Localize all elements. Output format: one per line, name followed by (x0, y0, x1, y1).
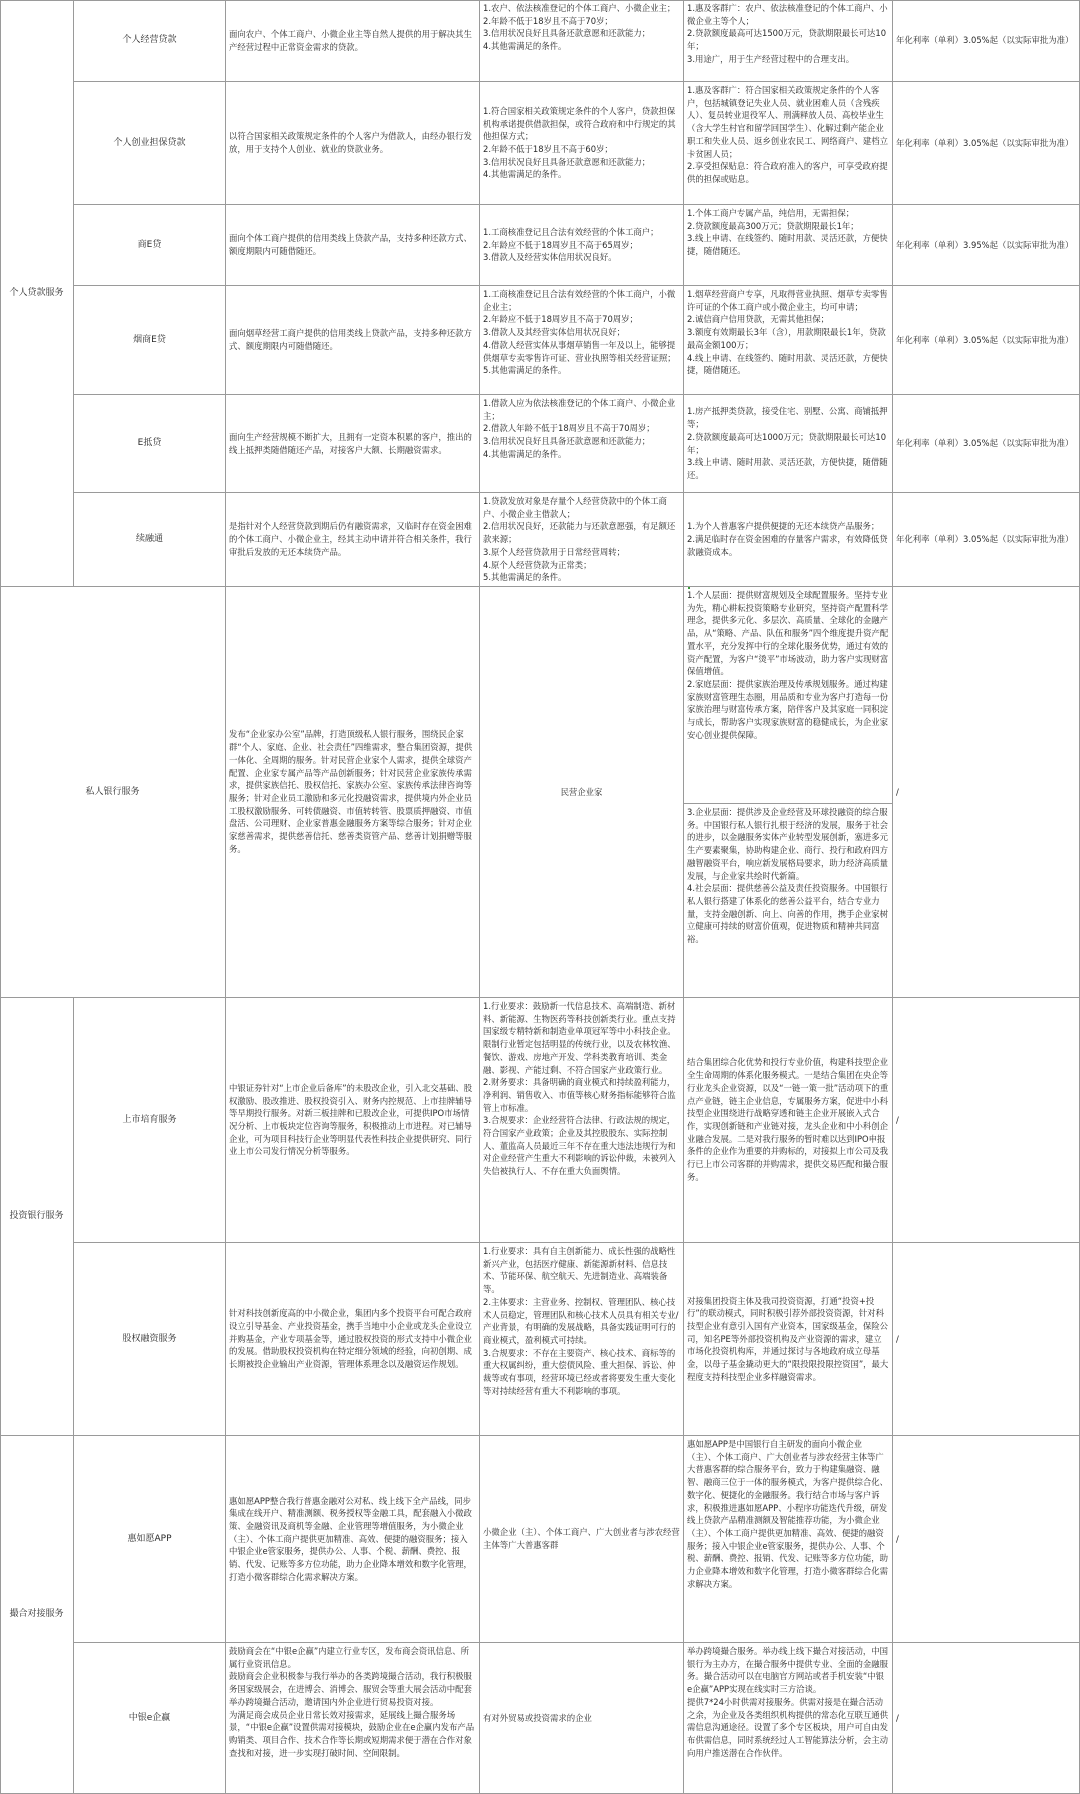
product-description: 面向烟草经营工商户提供的信用类线上贷款产品，支持多种还款方式、额度期限内可随借随还。 (226, 286, 480, 395)
product-description: 中银证券针对“上市企业后备库”的未股改企业，引入北交基础、股权激励、股改推进、股权投资引入、财务内控规范、上市挂牌辅导等早期投行服务。对新三板挂牌和已股改企业，可提供IPO市场情况分析、上市板块定位咨询等服务，积极推动上市进程。对已辅导企业，可为项目科技行企业等明显代表性科技企业提供研究、同行业上市公司发行情况分析等服务。 (226, 998, 480, 1243)
product-features: 1.惠及客群广：符合国家相关政策规定条件的个人客户，包括城镇登记失业人员、就业困难人员（含残疾人）、复员转业退役军人、刑满释放人员、高校毕业生（含大学生村官和留学回国学生）、化解过剩产能企业职工和失业人员、返乡创业农民工、网络商户、建档立卡贫困人员； 2.享受担保贴息：符合政府准入的客户，可享受政府提供的担保或贴息。 (684, 82, 893, 205)
product-rate: 年化利率（单利）3.05%起（以实际审批为准） (893, 395, 1080, 493)
product-requirements: 民营企业家 (480, 587, 684, 998)
product-description: 面向农户、个体工商户、小微企业主等自然人提供的用于解决其生产经营过程中正常资金需求的贷款。 (226, 0, 480, 82)
product-name: 惠如愿APP (74, 1436, 226, 1643)
product-features: 1.个体工商户专属产品，纯信用，无需担保； 2.贷款额度最高300万元；贷款期限最长1年； 3.线上申请、在线签约、随时用款、灵活还款，方便快捷，随借随还。 (684, 205, 893, 286)
product-name: 股权融资服务 (74, 1243, 226, 1436)
product-name: 个人创业担保贷款 (74, 82, 226, 205)
product-name: 续融通 (74, 493, 226, 587)
product-rate: / (893, 1243, 1080, 1436)
product-description: 以符合国家相关政策规定条件的个人客户为借款人，由经办银行发放，用于支持个人创业、就业的贷款业务。 (226, 82, 480, 205)
product-rate: 年化利率（单利）3.05%起（以实际审批为准） (893, 82, 1080, 205)
category-investment-banking: 投资银行服务 (0, 998, 74, 1436)
product-name: 中银e企赢 (74, 1643, 226, 1794)
product-rate: / (893, 587, 1080, 998)
product-features: 对接集团投资主体及我司投资资源，打通“投资+投行”的联动模式，同时积极引荐外部投资资源，针对科技型企业有意引入国有产业资本，国家级基金，保险公司，知名PE等外部投资机构及产业资源的需求，建立市场化投资机构库，并通过探讨与各地政府成立母基金，以母子基金撬动更大的“限投限投限控资国”，最大程度支持科技型企业多样融资需求。 (684, 1243, 893, 1436)
product-features: 1.烟草经营商户专享，凡取得营业执照、烟草专卖零售许可证的个体工商户或小微企业主，均可申请； 2.诚信商户信用贷款，无需其他担保； 3.额度有效期最长3年（含），用款期限最长1年，贷款最高金额100万； 4.线上申请、在线签约、随时用款、灵活还款，方便快捷，随借随还。 (684, 286, 893, 395)
product-description: 是指针对个人经营贷款到期后仍有融资需求，又临时存在资金困难的个体工商户、小微企业主，经其主动申请并符合相关条件，我行审批后发放的无还本续贷产品。 (226, 493, 480, 587)
product-requirements: 1.符合国家相关政策规定条件的个人客户，贷款担保机构承诺提供借款担保，或符合政府和中行规定的其他担保方式； 2.年龄不低于18岁且不高于60岁； 3.信用状况良好且具备还款意愿和还款能力； 4.其他需满足的条件。 (480, 82, 684, 205)
product-name: 烟商E贷 (74, 286, 226, 395)
product-rate: / (893, 998, 1080, 1243)
product-features: 1.房产抵押类贷款，接受住宅、别墅、公寓、商铺抵押等； 2.贷款额度最高可达1000万元；贷款期限最长可达10年； 3.线上申请、随时用款、灵活还款，方便快捷，随借随还。 (684, 395, 893, 493)
product-requirements: 1.贷款发放对象是存量个人经营贷款中的个体工商户、小微企业主借款人； 2.信用状况良好，还款能力与还款意愿强，有足额还款来源； 3.原个人经营贷款用于日常经营周转； 4.原个人经营贷款为正常类； 5.其他需满足的条件。 (480, 493, 684, 587)
product-rate: 年化利率（单利）3.95%起（以实际审批为准） (893, 205, 1080, 286)
product-features: 惠如愿APP是中国银行自主研发的面向小微企业（主）、个体工商户、广大创业者与涉农经营主体等广大普惠客群的综合服务平台，致力于构建集融资、融智、融商三位于一体的服务模式，为客户提供综合化、数字化、便捷化的金融服务。我行结合市场与客户诉求，积极推进惠如愿APP、小程序功能迭代升级，研发线上贷款产品精准测额及智能推荐功能，为小微企业（主）、个体工商户提供更加精准、高效、便捷的融资服务；接入中银企业e管家服务，提供办公、人事、个税、薪酬、费控、报销、代发、记账等多方位功能，助力企业降本增效和数字化管理，打造小微客群综合化需求解决方案。 (684, 1436, 893, 1643)
product-requirements: 1.工商核准登记且合法有效经营的个体工商户； 2.年龄应不低于18周岁且不高于65周岁； 3.借款人及经营实体信用状况良好。 (480, 205, 684, 286)
product-features: 1.为个人普惠客户提供便捷的无还本续贷产品服务； 2.满足临时存在资金困难的存量客户需求，有效降低贷款融资成本。 (684, 493, 893, 587)
cursor-mark (688, 587, 690, 589)
product-rate: / (893, 1643, 1080, 1794)
product-description: 鼓励商会在“中银e企赢”内建立行业专区，发布商会资讯信息、所属行业资讯信息。 鼓励商会企业积极参与我行举办的各类跨境撮合活动，我行积极服务国家级展会，在进博会、消博会、服贸会等重大展会活动中配套举办跨境撮合活动，邀请国内外企业进行贸易投资对接。 为满足商会成员企业日常长效对接需求，延展线上撮合服务场景，“中银e企赢”设置供需对接模块，鼓励企业在e企赢内发布产品购销类、项目合作、技术合作等长期或短期需求便于潜在合作对象查找和对接，进一步实现打破时间、空间限制。 (226, 1643, 480, 1794)
product-name: 个人经营贷款 (74, 0, 226, 82)
product-rate: / (893, 1436, 1080, 1643)
product-description: 面向个体工商户提供的信用类线上贷款产品，支持多种还款方式、额度期限内可随借随还。 (226, 205, 480, 286)
product-requirements: 1.农户、依法核准登记的个体工商户、小微企业主； 2.年龄不低于18岁且不高于70岁； 3.信用状况良好且具备还款意愿和还款能力； 4.其他需满足的条件。 (480, 0, 684, 82)
product-name: E抵贷 (74, 395, 226, 493)
product-rate: 年化利率（单利）3.05%起（以实际审批为准） (893, 493, 1080, 587)
category-matchmaking: 撮合对接服务 (0, 1436, 74, 1794)
product-name: 上市培育服务 (74, 998, 226, 1243)
product-description: 惠如愿APP整合我行普惠金融对公对私、线上线下全产品线，同步集成在线开户、精准测额、税务授权等金融工具，配套融入小微政策、金融资讯及商机等金融、企业管理等增值服务，为小微企业（主）、个体工商户提供更加精准、高效、便捷的融资服务；接入中银企业e管家服务，提供办公、人事、个税、薪酬、费控、报销、代发、记账等多方位功能，助力企业降本增效和数字化管理，打造小微客群综合化需求解决方案。 (226, 1436, 480, 1643)
category-private-banking: 私人银行服务 (0, 587, 226, 998)
product-requirements: 1.行业要求：鼓励新一代信息技术、高端制造、新材料、新能源、生物医药等科技创新类行业。重点支持国家级专精特新和制造业单项冠军等中小科技企业。限制行业暂定包括明显的传统行业，以及农林牧渔、餐饮、游戏、房地产开发、学科类教育培训、类金融、影视、产能过剩、不符合国家产业政策行业。 2.财务要求：具备明确的商业模式和持续盈利能力，净利润、销售收入、市值等核心财务指标能够符合监管上市标准。 3.合规要求：企业经营符合法律、行政法规的规定，符合国家产业政策；企业及其控股股东、实际控制人、董监高人员最近三年不存在重大违法违规行为和对企业经营产生重大不利影响的诉讼仲裁，未被列入失信被执行人、不存在重大负面舆情。 (480, 998, 684, 1243)
product-features: 举办跨境撮合服务。举办线上线下撮合对接活动，中国银行为主办方，在撮合服务中提供专业、全面的金融服务。撮合活动可以在电脑官方网站或者手机安装“中银e企赢”APP实现在线实时三方洽谈。 提供7*24小时供需对接服务。供需对接是在撮合活动之余，为企业及各类组织机构提供的常态化互联互通供需信息沟通途径。设置了多个专区板块，用户可自由发布供需信息，同时系统经过人工智能算法分析，会主动向用户推送潜在合作伙伴。 (684, 1643, 893, 1794)
product-requirements: 有对外贸易或投资需求的企业 (480, 1643, 684, 1794)
product-requirements: 1.行业要求：具有自主创新能力、成长性强的战略性新兴产业，包括医疗健康、新能源新材料、信息技术、节能环保、航空航天、先进制造业、高端装备等。 2.主体要求：主营业务、控制权、管理团队、核心技术人员稳定，管理团队和核心技术人员具有相关专业/产业背景，有明确的发展战略，具备实践证明可行的商业模式，盈利模式可持续。 3.合规要求：不存在主要资产、核心技术、商标等的重大权属纠纷，重大偿债风险、重大担保、诉讼、仲裁等或有事项，经营环境已经或者将要发生重大变化等对持续经营有重大不利影响的事项。 (480, 1243, 684, 1436)
product-features: 3.企业层面：提供涉及企业经营及环球投融资的综合服务。中国银行私人银行扎根于经济的发展，服务于社会的进步，以金融服务实体产业转型发展创新，塞进多元生产要素聚集，协助构建企业、商行、投行和政府四方融智融资平台，响应新发展格局要求，助力经济高质量发展，与企业家共绘时代新篇。 4.社会层面：提供慈善公益及责任投资服务。中国银行私人银行搭建了体系化的慈善公益平台，结合专业力量，支持金融创新、向上、向善的作用，携手企业家树立健康可持续的财富价值观，促进物质和精神共同富裕。 (684, 804, 893, 998)
product-features: 1.惠及客群广：农户、依法核准登记的个体工商户、小微企业主等个人； 2.贷款额度最高可达1500万元，贷款期限最长可达10年； 3.用途广，用于生产经营过程中的合理支出。 (684, 0, 893, 82)
product-description: 面向生产经营规模不断扩大，且拥有一定资本积累的客户，推出的线上抵押类随借随还产品，对接客户大额、长期融资需求。 (226, 395, 480, 493)
product-requirements: 1.借款人应为依法核准登记的个体工商户、小微企业主； 2.借款人年龄不低于18周岁且不高于70周岁； 3.信用状况良好且具备还款意愿和还款能力； 4.其他需满足的条件。 (480, 395, 684, 493)
product-features: 1.个人层面：提供财富规划及全球配置服务。坚持专业为先，精心耕耘投资策略专业研究，坚持资产配置科学理念，提供多元化、多层次、高质量、全球化的金融产品，从“策略、产品、队伍和服务”四个维度提升资产配置水平，充分发挥中行的全球化服务优势，通过有效的资产配置，为客户“烫平”市场波动，助力客户实现财富保值增值。 2.家庭层面：提供家族治理及传承规划服务。通过构建家族财富管理生态圈，用品质和专业为客户打造每一份家族治理与财富传承方案，陪伴客户及其家庭一同积淀与成长，帮助客户实现家族财富的稳健成长，为企业家安心创业提供保障。 (684, 587, 893, 804)
product-features: 结合集团综合化优势和投行专业价值，构建科技型企业全生命周期的体系化服务模式。一是结合集团在央企等行业龙头企业资源，以及“一链一策一批”活动项下的重点产业链，链主企业信息，专属服务方案，促进中小科技型企业围绕进行战略穿透和链主企业开展嵌入式合作，实现创新链和产业链对接，龙头企业和中小科创企业融合发展。二是对我行服务的暂时难以达到IPO申报条件的企业作为重要的并购标的，对接拟上市公司及我行已上市公司客群的并购需求，提供交易匹配和撮合服务。 (684, 998, 893, 1243)
product-rate: 年化利率（单利）3.05%起（以实际审批为准） (893, 286, 1080, 395)
product-description: 发布“企业家办公室”品牌，打造顶级私人银行服务，围绕民企家群“个人、家庭、企业、社会责任”四维需求，整合集团资源，提供一体化、全周期的服务。针对民营企业家个人需求，提供全球资产配置、企业家专属产品等产品创新服务；针对民营企业家族传承需求，提供家族信托、股权信托、家族办公室、家族传承法律咨询等服务；针对企业员工激励和多元化投融资需求，提供境内外企业员工股权激励服务、可转债融资、市值转转管、股票质押融资、市值盘活、公司理财、企业家普惠金融服务方案等综合服务；针对企业家慈善需求，提供慈善信托、慈善类资管产品、慈善计划捐赠等服务。 (226, 587, 480, 998)
product-requirements: 1.工商核准登记且合法有效经营的个体工商户，小微企业主； 2.年龄应不低于18周岁且不高于70周岁； 3.借款人及其经营实体信用状况良好； 4.借款人经营实体从事烟草销售一年及以上，能够提供烟草专卖零售许可证、营业执照等相关经营证照； 5.其他需满足的条件。 (480, 286, 684, 395)
product-name: 商E贷 (74, 205, 226, 286)
product-description: 针对科技创新度高的中小微企业，集团内多个投资平台可配合政府设立引导基金、产业投资基金，携手当地中小企业或龙头企业设立并购基金，产业专项基金等，通过股权投资的形式支持中小微企业的发展。借助股权投资机构在特定细分领域的经验，向初创期、成长期被投企业输出产业资源，管理体系理念以及融资运作规划。 (226, 1243, 480, 1436)
category-personal-loan: 个人贷款服务 (0, 0, 74, 587)
product-requirements: 小微企业（主）、个体工商户、广大创业者与涉农经营主体等广大普惠客群 (480, 1436, 684, 1643)
product-rate: 年化利率（单利）3.05%起（以实际审批为准） (893, 0, 1080, 82)
